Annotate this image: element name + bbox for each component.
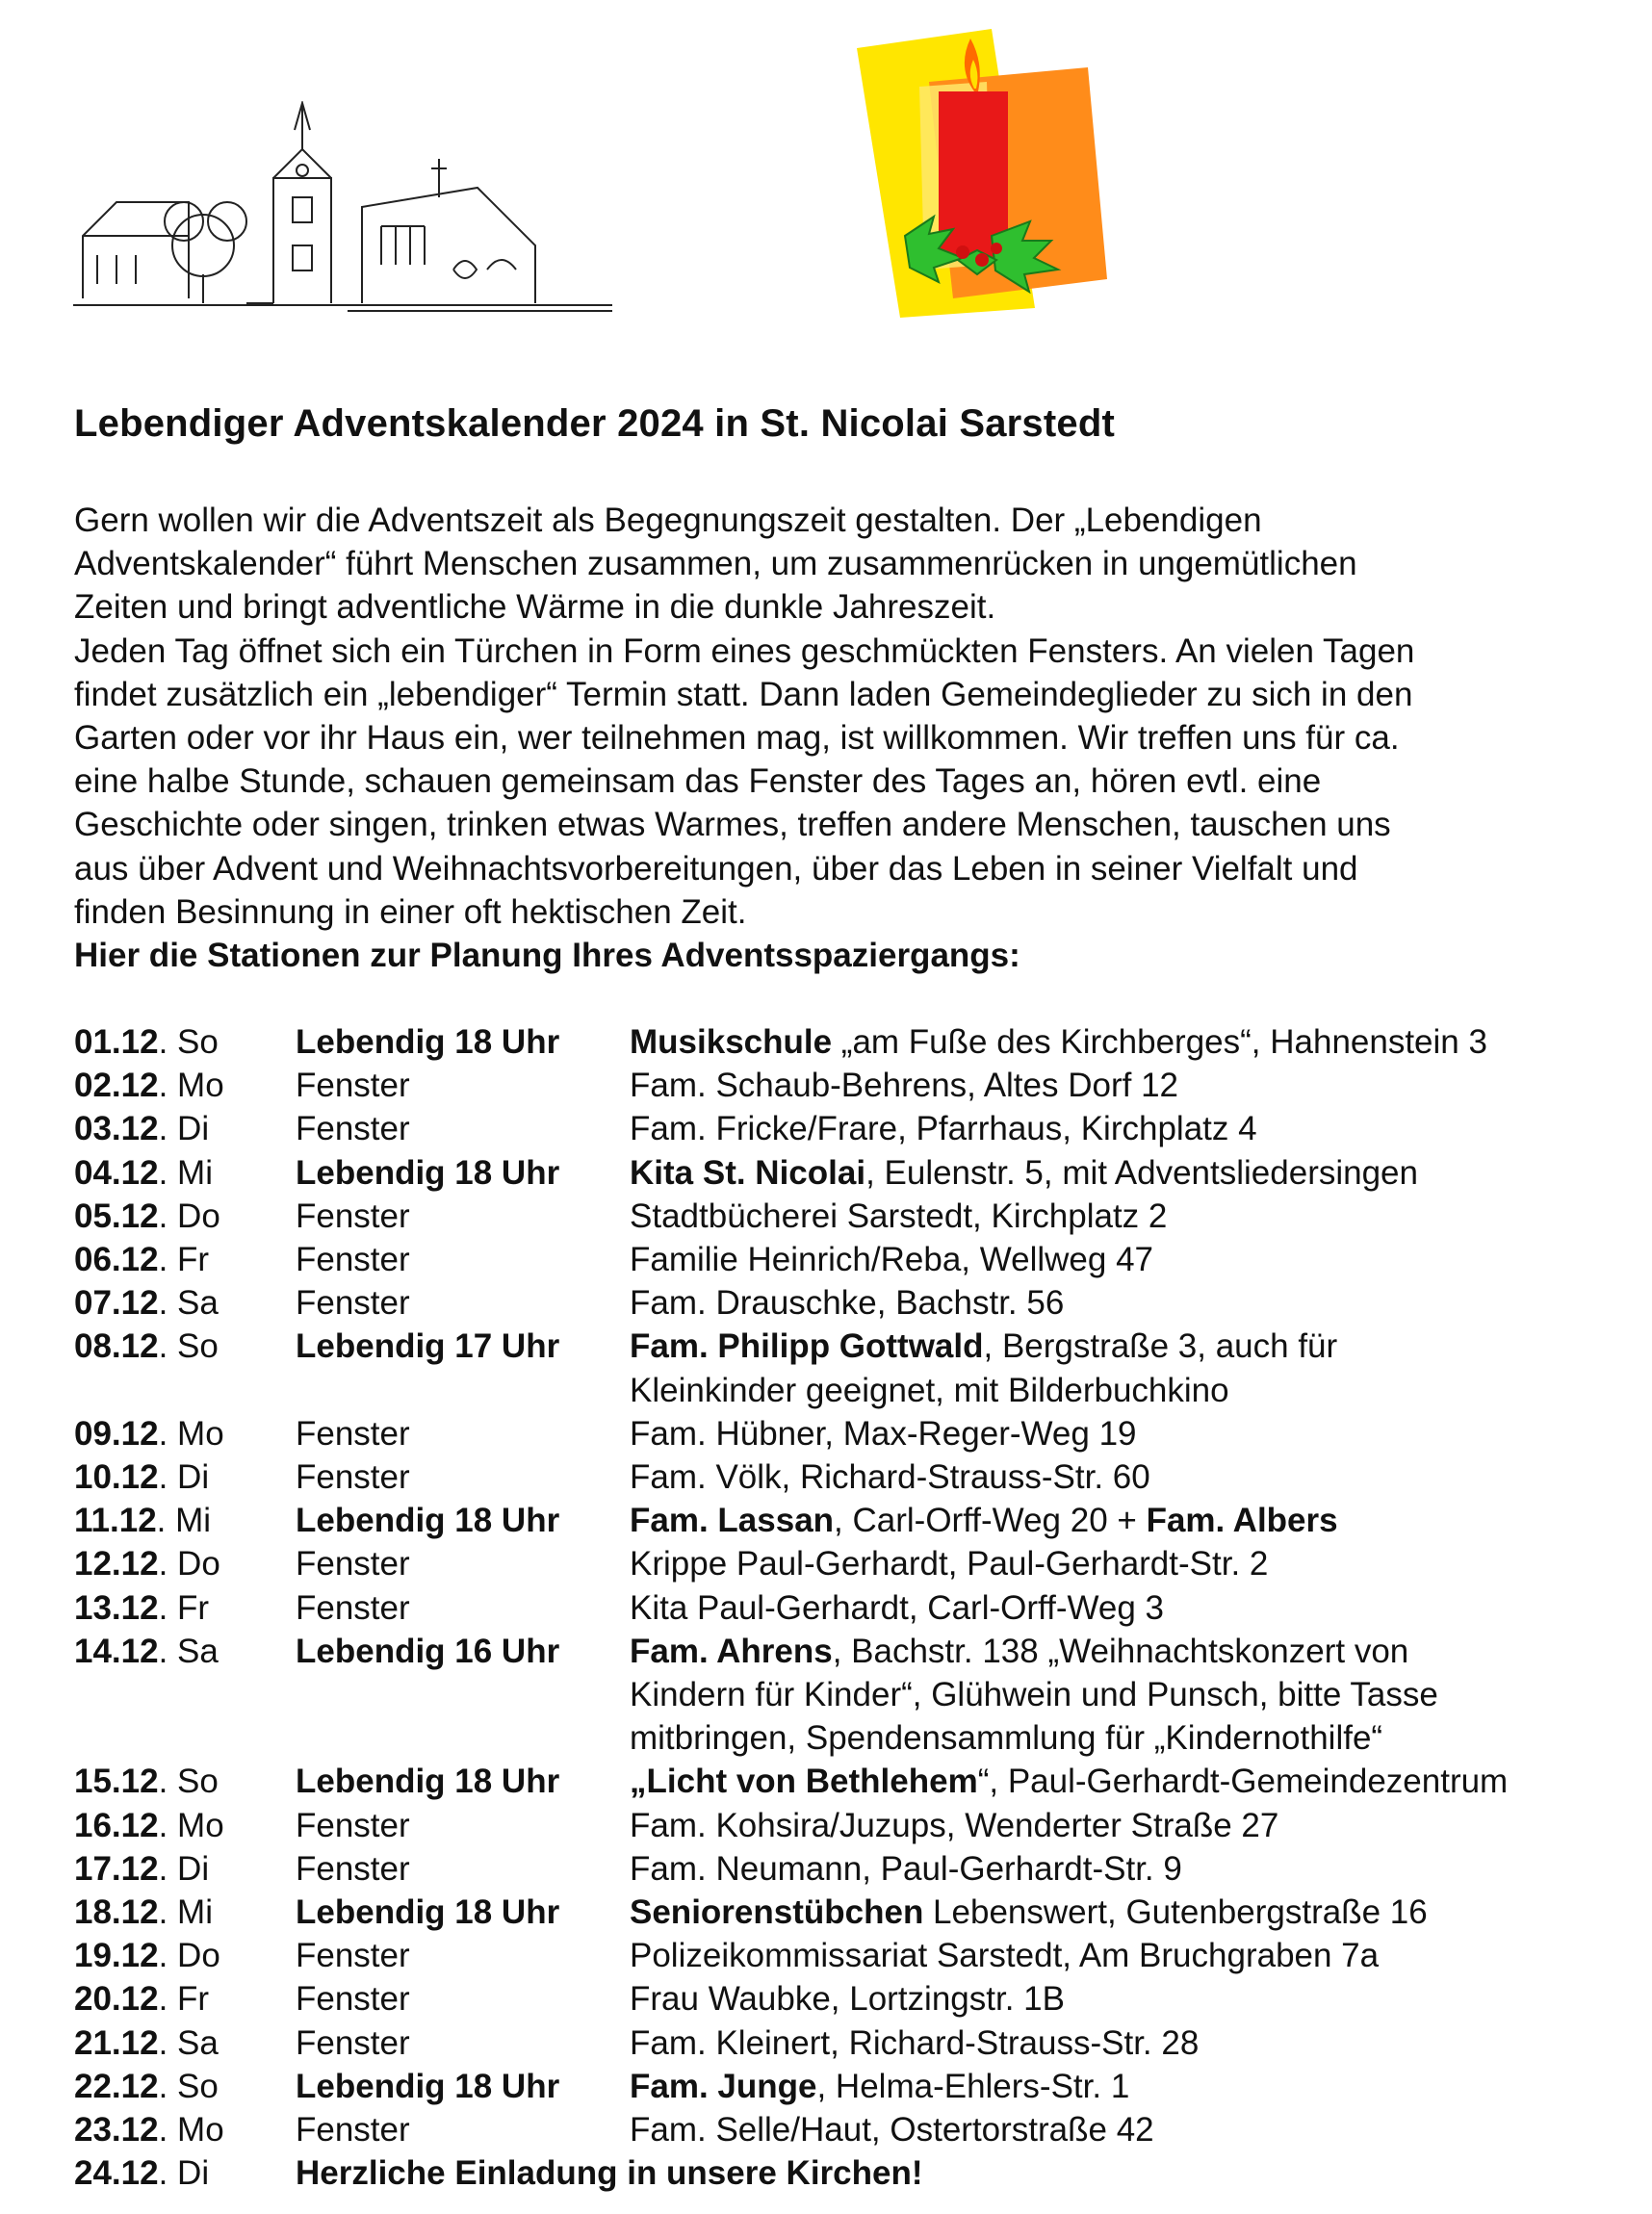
schedule-row xyxy=(74,1412,1634,1455)
schedule-date xyxy=(74,1412,224,1455)
schedule-date xyxy=(74,1455,209,1499)
weekday: . So xyxy=(158,1763,219,1801)
location-detail: Familie Heinrich/Reba, Wellweg 47 xyxy=(630,1241,1154,1279)
weekday: . Mo xyxy=(158,1067,224,1105)
intro-line: Jeden Tag öffnet sich ein Türchen in Form eines geschmückten Fensters. An vielen Tagen xyxy=(74,631,1415,670)
weekday: . Mo xyxy=(158,1414,224,1453)
host-name: Kita St. Nicolai xyxy=(630,1153,866,1192)
advent-candle-logo xyxy=(847,29,1117,318)
location-detail: Fam. Kohsira/Juzups, Wenderter Straße 27 xyxy=(630,1806,1279,1844)
schedule-date xyxy=(74,1281,219,1325)
page-title: Lebendiger Adventskalender 2024 in St. Nicolai Sarstedt xyxy=(74,402,1115,445)
schedule-row xyxy=(74,1281,1634,1325)
date-number: 16.12 xyxy=(74,1806,159,1844)
schedule-date xyxy=(74,1891,213,1934)
schedule-type: Lebendig 18 Uhr xyxy=(296,1502,560,1540)
schedule-location xyxy=(630,1020,1634,1064)
location-detail: Kita Paul-Gerhardt, Carl-Orff-Weg 3 xyxy=(630,1588,1165,1627)
weekday: . Fr xyxy=(158,1980,210,2019)
schedule-location xyxy=(630,1804,1634,1847)
date-number: 02.12 xyxy=(74,1067,159,1105)
schedule-row xyxy=(74,1499,1634,1542)
schedule-date xyxy=(74,1195,220,1238)
schedule-location xyxy=(630,1325,1634,1411)
schedule-date xyxy=(74,2021,219,2065)
schedule-type: Fenster xyxy=(296,1588,410,1627)
date-number: 09.12 xyxy=(74,1414,159,1453)
schedule-location xyxy=(630,1977,1634,2021)
schedule-location xyxy=(630,1455,1634,1499)
host-name: Fam. Lassan xyxy=(630,1502,835,1540)
schedule-date xyxy=(74,1586,209,1630)
schedule-location xyxy=(630,1891,1634,1934)
location-detail: „am Fuße des Kirchberges“, Hahnenstein 3 xyxy=(832,1023,1487,1061)
schedule-row xyxy=(74,1064,1634,1107)
schedule-row xyxy=(74,1760,1634,1803)
intro-line: aus über Advent und Weihnachtsvorbereitungen, über das Leben in seiner Vielfalt und xyxy=(74,849,1358,888)
schedule-row xyxy=(74,1934,1634,1977)
host-name: Musikschule xyxy=(630,1023,833,1061)
date-number: 06.12 xyxy=(74,1241,159,1279)
schedule-row xyxy=(74,1804,1634,1847)
schedule-date xyxy=(74,1934,220,1977)
schedule-date xyxy=(74,1630,219,1673)
schedule-location xyxy=(630,1542,1634,1585)
schedule-type: Fenster xyxy=(296,1067,410,1105)
date-number: 11.12 xyxy=(74,1502,157,1540)
schedule-date xyxy=(74,1977,209,2021)
schedule-row xyxy=(74,1020,1634,1064)
location-line xyxy=(630,1107,1634,1150)
host-name: Fam. Albers xyxy=(1146,1502,1338,1540)
weekday: . Mi xyxy=(156,1502,212,1540)
location-detail: Fam. Hübner, Max-Reger-Weg 19 xyxy=(630,1414,1137,1453)
schedule-date xyxy=(74,1804,224,1847)
intro-line: Garten oder vor ihr Haus ein, wer teilnehmen mag, ist willkommen. Wir treffen uns für ca. xyxy=(74,719,1400,758)
host-name: Fam. Junge xyxy=(630,2067,817,2105)
schedule-date xyxy=(74,1020,219,1064)
date-number: 21.12 xyxy=(74,2023,159,2062)
location-line xyxy=(630,1412,1634,1455)
church-illustration xyxy=(73,101,612,313)
schedule-date xyxy=(74,1238,209,1281)
date-number: 22.12 xyxy=(74,2067,159,2105)
weekday: . Di xyxy=(158,1849,210,1888)
schedule-row xyxy=(74,1891,1634,1934)
location-line xyxy=(630,1804,1634,1847)
weekday: . So xyxy=(158,1023,219,1061)
location-line xyxy=(630,1542,1634,1585)
weekday: . Do xyxy=(158,1545,220,1583)
weekday: . Sa xyxy=(158,1632,219,1670)
location-line xyxy=(630,1020,1634,1064)
schedule-date xyxy=(74,2151,209,2195)
schedule-location xyxy=(630,1630,1634,1761)
schedule-row xyxy=(74,1630,1634,1761)
schedule-type: Fenster xyxy=(296,1414,410,1453)
schedule-row xyxy=(74,2021,1634,2065)
schedule-type: Lebendig 18 Uhr xyxy=(296,1763,560,1801)
weekday: . Do xyxy=(158,1197,220,1235)
schedule-type: Fenster xyxy=(296,1806,410,1844)
schedule-location xyxy=(630,1499,1634,1542)
schedule-date xyxy=(74,2108,224,2151)
location-detail: Lebenswert, Gutenbergstraße 16 xyxy=(923,1893,1428,1932)
schedule-row xyxy=(74,2151,1634,2195)
schedule-row xyxy=(74,1151,1634,1195)
schedule-type: Fenster xyxy=(296,1197,410,1235)
schedule-location xyxy=(630,1847,1634,1891)
schedule-type: Lebendig 16 Uhr xyxy=(296,1632,560,1670)
weekday: . Di xyxy=(158,2154,210,2193)
date-number: 03.12 xyxy=(74,1110,159,1148)
schedule-date xyxy=(74,1499,211,1542)
weekday: . Mi xyxy=(158,1893,213,1932)
location-line xyxy=(630,1630,1634,1673)
location-line: mitbringen, Spendensammlung für „Kindernothilfe“ xyxy=(630,1719,1383,1758)
schedule-location xyxy=(630,1238,1634,1281)
schedule-row xyxy=(74,1542,1634,1585)
schedule-location xyxy=(630,1760,1634,1803)
schedule-location xyxy=(630,2021,1634,2065)
weekday: . Fr xyxy=(158,1241,210,1279)
schedule-date xyxy=(74,1847,209,1891)
schedule-row xyxy=(74,1238,1634,1281)
location-detail: Polizeikommissariat Sarstedt, Am Bruchgraben 7a xyxy=(630,1937,1380,1975)
schedule-type: Fenster xyxy=(296,1241,410,1279)
weekday: . Sa xyxy=(158,1284,219,1323)
location-detail: Frau Waubke, Lortzingstr. 1B xyxy=(630,1980,1065,2019)
location-detail: Fam. Schaub-Behrens, Altes Dorf 12 xyxy=(630,1067,1178,1105)
date-number: 23.12 xyxy=(74,2111,159,2150)
host-name: Fam. Philipp Gottwald xyxy=(630,1327,984,1366)
weekday: . Mo xyxy=(158,2111,224,2150)
location-line xyxy=(630,1195,1634,1238)
schedule-row xyxy=(74,1325,1634,1411)
date-number: 01.12 xyxy=(74,1023,159,1061)
date-number: 10.12 xyxy=(74,1458,159,1497)
intro-line: Geschichte oder singen, trinken etwas Warmes, treffen andere Menschen, tauschen uns xyxy=(74,806,1391,844)
location-line xyxy=(630,1891,1634,1934)
weekday: . Sa xyxy=(158,2023,219,2062)
location-line xyxy=(630,1760,1634,1803)
weekday: . Mi xyxy=(158,1153,213,1192)
schedule-type: Fenster xyxy=(296,1284,410,1323)
date-number: 20.12 xyxy=(74,1980,159,2019)
date-number: 15.12 xyxy=(74,1763,159,1801)
date-number: 08.12 xyxy=(74,1327,159,1366)
schedule-location xyxy=(630,1151,1634,1195)
date-number: 12.12 xyxy=(74,1545,159,1583)
schedule-date xyxy=(74,2065,219,2108)
date-number: 17.12 xyxy=(74,1849,159,1888)
location-detail: Fam. Kleinert, Richard-Strauss-Str. 28 xyxy=(630,2023,1200,2062)
schedule-type: Fenster xyxy=(296,1849,410,1888)
intro-line: findet zusätzlich ein „lebendiger“ Termin statt. Dann laden Gemeindeglieder zu sich in den xyxy=(74,675,1413,713)
weekday: . So xyxy=(158,1327,219,1366)
location-line xyxy=(630,1934,1634,1977)
weekday: . Do xyxy=(158,1937,220,1975)
schedule-row xyxy=(74,1455,1634,1499)
weekday: . Di xyxy=(158,1458,210,1497)
weekday: . Fr xyxy=(158,1588,210,1627)
location-line xyxy=(630,1847,1634,1891)
weekday: . Di xyxy=(158,1110,210,1148)
schedule-type: Herzliche Einladung in unsere Kirchen! xyxy=(296,2154,923,2193)
schedule-type: Fenster xyxy=(296,1937,410,1975)
schedule-location xyxy=(630,1195,1634,1238)
schedule-type: Fenster xyxy=(296,1458,410,1497)
schedule-location xyxy=(630,1586,1634,1630)
schedule-row xyxy=(74,1195,1634,1238)
date-number: 04.12 xyxy=(74,1153,159,1192)
schedule-location xyxy=(630,2065,1634,2108)
location-detail: , Carl-Orff-Weg 20 + xyxy=(834,1502,1147,1540)
location-detail: Fam. Völk, Richard-Strauss-Str. 60 xyxy=(630,1458,1150,1497)
schedule-type: Fenster xyxy=(296,1110,410,1148)
intro-line: Adventskalender“ führt Menschen zusammen, um zusammenrücken in ungemütlichen xyxy=(74,545,1357,583)
date-number: 13.12 xyxy=(74,1588,159,1627)
location-detail: Stadtbücherei Sarstedt, Kirchplatz 2 xyxy=(630,1197,1168,1235)
intro-line: finden Besinnung in einer oft hektischen Zeit. xyxy=(74,892,747,931)
intro-line: eine halbe Stunde, schauen gemeinsam das Fenster des Tages an, hören evtl. eine xyxy=(74,762,1322,801)
location-detail: Krippe Paul-Gerhardt, Paul-Gerhardt-Str. 2 xyxy=(630,1545,1269,1583)
schedule-type: Lebendig 17 Uhr xyxy=(296,1327,560,1366)
schedule-type: Lebendig 18 Uhr xyxy=(296,1023,560,1061)
weekday: . Mo xyxy=(158,1806,224,1844)
schedule-type: Fenster xyxy=(296,2023,410,2062)
schedule-type: Fenster xyxy=(296,1980,410,2019)
schedule-row xyxy=(74,1847,1634,1891)
stations-heading: Hier die Stationen zur Planung Ihres Adventsspaziergangs: xyxy=(74,937,1020,975)
location-line: Kindern für Kinder“, Glühwein und Punsch, bitte Tasse xyxy=(630,1676,1438,1714)
location-detail: , Bachstr. 138 „Weihnachtskonzert von xyxy=(832,1632,1409,1670)
date-number: 14.12 xyxy=(74,1632,159,1670)
schedule-location xyxy=(630,2108,1634,2151)
schedule-type: Lebendig 18 Uhr xyxy=(296,2067,560,2105)
schedule-date xyxy=(74,1107,209,1150)
weekday: . So xyxy=(158,2067,219,2105)
schedule-type: Fenster xyxy=(296,2111,410,2150)
location-detail: , Bergstraße 3, auch für xyxy=(983,1327,1338,1366)
schedule-location xyxy=(630,1281,1634,1325)
location-detail: Fam. Selle/Haut, Ostertorstraße 42 xyxy=(630,2111,1154,2150)
date-number: 18.12 xyxy=(74,1893,159,1932)
location-line xyxy=(630,2065,1634,2108)
location-line xyxy=(630,1064,1634,1107)
schedule-location xyxy=(630,1934,1634,1977)
location-detail: Fam. Neumann, Paul-Gerhardt-Str. 9 xyxy=(630,1849,1182,1888)
location-line: Kleinkinder geeignet, mit Bilderbuchkino xyxy=(630,1371,1229,1409)
location-line xyxy=(630,1499,1634,1542)
schedule-date xyxy=(74,1760,219,1803)
schedule-location xyxy=(630,1064,1634,1107)
intro-line: Gern wollen wir die Adventszeit als Begegnungszeit gestalten. Der „Lebendigen xyxy=(74,502,1262,539)
location-detail: , Helma-Ehlers-Str. 1 xyxy=(816,2067,1130,2105)
schedule-row xyxy=(74,2065,1634,2108)
intro-text xyxy=(74,499,1614,977)
schedule-date xyxy=(74,1542,220,1585)
intro-line: Zeiten und bringt adventliche Wärme in die dunkle Jahreszeit. xyxy=(74,588,996,627)
location-detail: Fam. Drauschke, Bachstr. 56 xyxy=(630,1284,1065,1323)
schedule-row xyxy=(74,2108,1634,2151)
location-line xyxy=(630,1238,1634,1281)
host-name: Seniorenstübchen xyxy=(630,1893,924,1932)
date-number: 05.12 xyxy=(74,1197,159,1235)
location-detail: Fam. Fricke/Frare, Pfarrhaus, Kirchplatz 4 xyxy=(630,1110,1257,1148)
schedule-row xyxy=(74,1107,1634,1150)
schedule-date xyxy=(74,1151,213,1195)
schedule-location xyxy=(630,1107,1634,1150)
schedule-type: Lebendig 18 Uhr xyxy=(296,1893,560,1932)
date-number: 24.12 xyxy=(74,2154,159,2193)
schedule-type: Fenster xyxy=(296,1545,410,1583)
location-line xyxy=(630,1977,1634,2021)
location-detail: “, Paul-Gerhardt-Gemeindezentrum xyxy=(977,1763,1509,1801)
schedule-date xyxy=(74,1325,219,1368)
location-detail: , Eulenstr. 5, mit Adventsliedersingen xyxy=(865,1153,1418,1192)
host-name: „Licht von Bethlehem xyxy=(630,1763,978,1801)
location-line xyxy=(630,1325,1634,1368)
location-line xyxy=(630,1281,1634,1325)
schedule-date xyxy=(74,1064,224,1107)
schedule-type: Lebendig 18 Uhr xyxy=(296,1153,560,1192)
schedule-location xyxy=(630,1412,1634,1455)
location-line xyxy=(630,1586,1634,1630)
schedule-row xyxy=(74,1977,1634,2021)
location-line xyxy=(630,1455,1634,1499)
location-line xyxy=(630,2108,1634,2151)
location-line xyxy=(630,2021,1634,2065)
schedule-row xyxy=(74,1586,1634,1630)
date-number: 07.12 xyxy=(74,1284,159,1323)
host-name: Fam. Ahrens xyxy=(630,1632,833,1670)
location-line xyxy=(630,1151,1634,1195)
advent-schedule xyxy=(74,1020,1634,2195)
date-number: 19.12 xyxy=(74,1937,159,1975)
